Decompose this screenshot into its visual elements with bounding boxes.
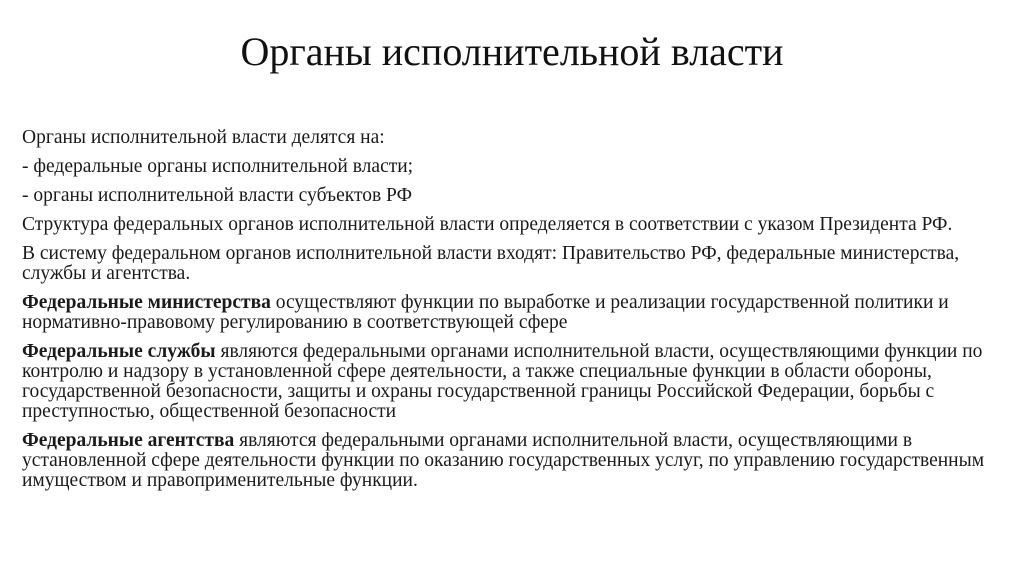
paragraph-text: - органы исполнительной власти субъектов РФ	[22, 185, 412, 206]
paragraph-structure	[22, 215, 1012, 235]
paragraph-text: Органы исполнительной власти делятся на:	[22, 127, 385, 148]
paragraph-text: являются федеральными органами исполнительной власти, осуществляющими в установленной сфере деятельности функции по оказанию государственных услуг, по управлению государственным имуществом и правоприменительные функции.	[22, 430, 985, 491]
paragraph-text: являются федеральными органами исполнительной власти, осуществляющими функции по контролю и надзору в установленной сфере деятельности, а также специальные функции в области обороны, государственной безопасности, защиты и охраны государственной границы Российской Федерации, борьбы с преступностью, общественной безопасности	[22, 341, 983, 422]
paragraph-text: осуществляют функции по выработке и реализации государственной политики и нормативно-правовому регулированию в соответствующей сфере	[22, 292, 949, 333]
paragraph-text: Структура федеральных органов исполнительной власти определяется в соответствии с указом Президента РФ.	[22, 214, 953, 235]
paragraph-bold-term: Федеральные агентства	[22, 430, 235, 451]
paragraph-subject-bodies	[22, 186, 1012, 206]
paragraph-bold-term: Федеральные службы	[22, 341, 216, 362]
paragraph-text: В систему федеральном органов исполнительной власти входят: Правительство РФ, федеральные министерства, службы и агентства.	[22, 243, 960, 284]
slide-title: Органы исполнительной власти	[240, 29, 784, 74]
paragraph-divisions-intro	[22, 128, 1012, 148]
paragraph-system-composition	[22, 244, 1012, 284]
paragraph-ministries	[22, 293, 1012, 333]
paragraph-federal-bodies	[22, 157, 1012, 177]
paragraph-text: - федеральные органы исполнительной власти;	[22, 156, 414, 177]
paragraph-agencies	[22, 431, 1012, 491]
paragraph-bold-term: Федеральные министерства	[22, 292, 271, 313]
slide-body	[22, 128, 1012, 500]
paragraph-services	[22, 342, 1012, 422]
